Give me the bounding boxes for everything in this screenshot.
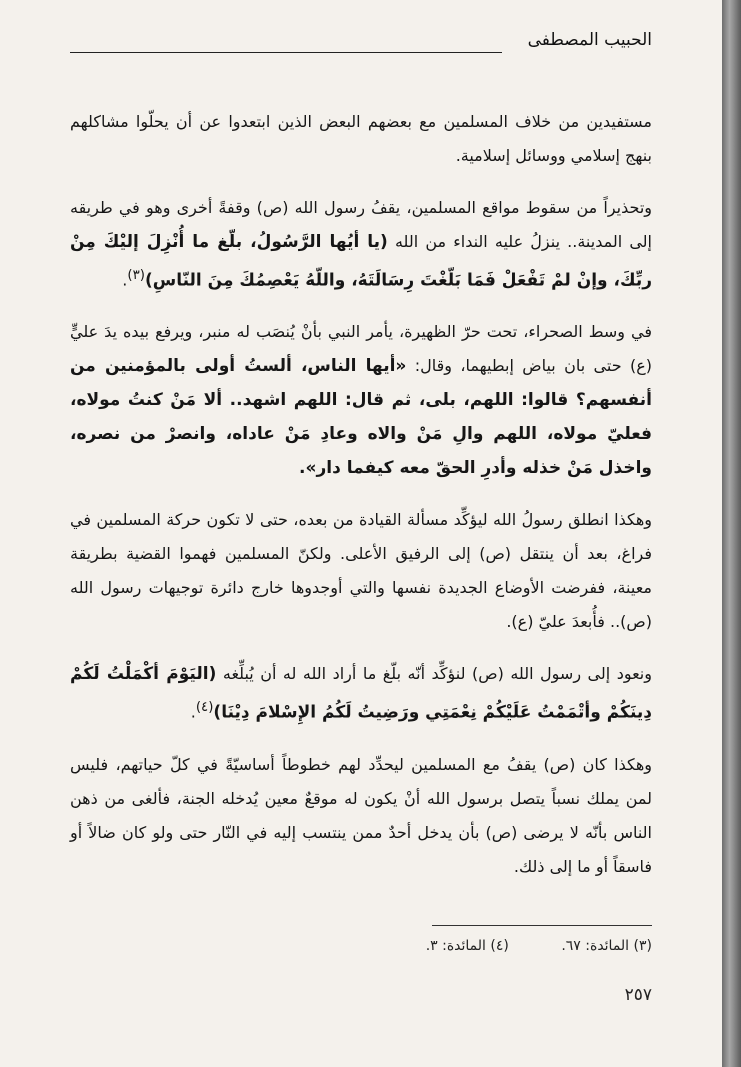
footnote-4: (٤) المائدة: ٣. xyxy=(425,938,509,954)
quran-quote-1: (يا أيُها الرَّسُولُ، بلّغ ما أُنْزِلَ إليْكَ مِنْ ربِّكَ، وإنْ لمْ تَفْعَلْ فَمَا بَلّغْتَ رِسَالَتَهُ، واللّهُ يَعْصِمُكَ مِنَ النّاسِ) xyxy=(70,232,652,291)
punctuation-dot: . xyxy=(122,270,128,290)
running-title: الحبيب المصطفى xyxy=(527,30,652,50)
quran-quote-2: (اليَوْمَ أكْمَلْتُ لَكُمْ دِينَكُمْ وأتْمَمْتُ عَلَيْكُمْ نِعْمَتِي ورَضِيتُ لَكُمُ الإِسْلامَ دِيْنَا) xyxy=(70,664,652,723)
footnote-rule xyxy=(432,925,652,926)
page-header xyxy=(70,30,652,64)
page-number: ٢٥٧ xyxy=(624,985,652,1005)
paragraph-6: وهكذا كان (ص) يقفُ مع المسلمين ليحدِّد لهم خطوطاً أساسيّةً في كلّ حياتهم، فليس لمن يملك نسباً يتصل برسول الله أنْ يكون له موقعٌ معين يُدخله الجنة، فألغى من ذهن الناس بأنّه لا يرضى (ص) بأن يدخل أحدٌ ممن ينتسب إليه في النّار حتى ولو كان ضالاً أو فاسقاً أو ما إلى ذلك. xyxy=(70,754,652,876)
paragraph-1: مستفيدين من خلاف المسلمين مع بعضهم البعض الذين ابتعدوا عن أن يحلّوا مشاكلهم بنهج إسلامي ووسائل إسلامية. xyxy=(70,112,652,165)
body-text xyxy=(70,105,652,902)
paragraph-3: في وسط الصحراء، تحت حرّ الظهيرة، يأمر النبي بأنْ يُنصَب له منبر، ويرفع بيده يدَ عليٍّ (ع) حتى بان بياض إبطيهما، وقال: «أيها الناس، ألستُ أولى بالمؤمنين من أنفسهم؟ قالوا: اللهم، بلى، ثم قال: اللهم اشهد.. ألا مَنْ كنتُ مولاه، فعليّ مولاه، اللهم والِ مَنْ والاه وعادِ مَنْ عاداه، وانصرْ من نصره، واخذل مَنْ خذله وأدرِ الحقّ معه كيفما دار». xyxy=(70,322,652,479)
footnote-ref-3: (٣) xyxy=(127,268,145,283)
footnotes xyxy=(70,938,652,954)
footnote-3: (٣) المائدة: ٦٧. xyxy=(561,938,652,954)
paragraph-2: وتحذيراً من سقوط مواقع المسلمين، يقفُ رسول الله (ص) وقفةً أخرى وهو في طريقه إلى المدينة.. ينزلُ عليه النداء من الله (يا أيُها الرَّسُولُ، بلّغ ما أُنْزِلَ إليْكَ مِنْ ربِّكَ، وإنْ لمْ تَفْعَلْ فَمَا بَلّغْتَ رِسَالَتَهُ، واللّهُ يَعْصِمُكَ مِنَ النّاسِ)$^{(٣)}$. xyxy=(70,198,652,291)
paragraph-5: ونعود إلى رسول الله (ص) لنؤكِّد أنّه بلّغ ما أراد الله له أن يُبلِّغه (اليَوْمَ أكْمَلْتُ لَكُمْ دِينَكُمْ وأتْمَمْتُ عَلَيْكُمْ نِعْمَتِي ورَضِيتُ لَكُمُ الإِسْلامَ دِيْنَا)$^{(٤)}$. xyxy=(70,664,652,723)
header-rule xyxy=(70,52,502,53)
paragraph-4: وهكذا انطلق رسولُ الله ليؤكِّد مسألة القيادة من بعده، حتى لا تكون حركة المسلمين في فراغ، بعد أن ينتقل (ص) إلى الرفيق الأعلى. ولكنّ المسلمين فهموا القضية بطريقة معينة، ففرضت الأوضاع الجديدة نفسها والتي أوجدوها خارج دائرة توجيهات رسول الله (ص).. فأُبعدَ عليّ (ع). xyxy=(70,510,652,632)
hadith-quote: «أيها الناس، ألستُ أولى بالمؤمنين من أنفسهم؟ قالوا: اللهم، بلى، ثم قال: اللهم اشهد.. ألا مَنْ كنتُ مولاه، فعليّ مولاه، اللهم والِ مَنْ والاه وعادِ مَنْ عاداه، وانصرْ من نصره، واخذل مَنْ خذله وأدرِ الحقّ معه كيفما دار». xyxy=(70,356,652,479)
book-edge xyxy=(722,0,741,1067)
footnote-ref-4: (٤) xyxy=(195,700,214,716)
punctuation-dot: . xyxy=(190,702,196,722)
